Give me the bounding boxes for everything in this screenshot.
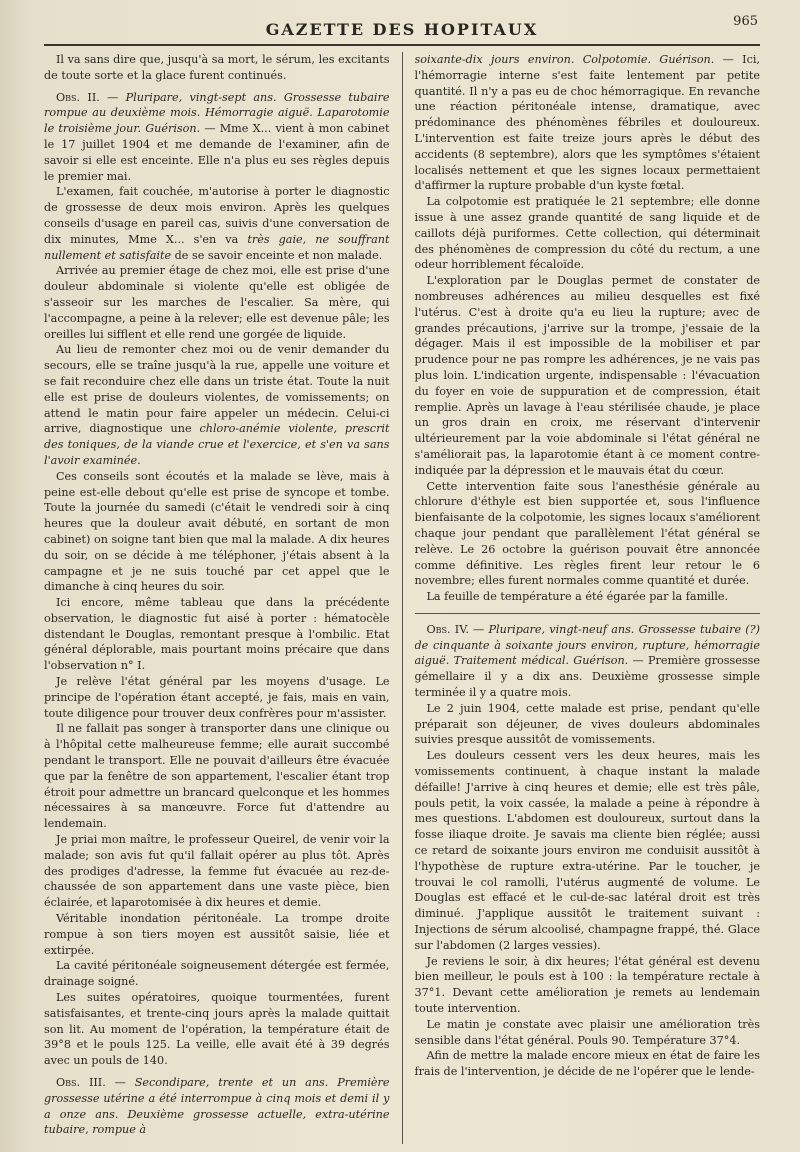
right-column [415, 52, 761, 1144]
paragraph: Véritable inondation péritonéale. La trompe droite rompue à son tiers moyen est aussitôt saisie, liée et extirpée. [44, 912, 390, 957]
paragraph: Ces conseils sont écoutés et la malade se lève, mais à peine est-elle debout qu'elle est prise de syncope et tombe. Toute la journée du samedi (c'était le vendredi soir à cinq heures que la douleur avait débuté, en sortant de mon cabinet) on soigne tant bien que mal la malade. A dix heures du soir, on se décide à me téléphoner, j'étais absent à la campagne et je ne suis touché par cet appel que le dimanche à cinq heures du soir. [44, 469, 390, 594]
section-separator [415, 613, 761, 614]
page-header [44, 14, 760, 44]
observation-4-heading: Obs. IV. — Pluripare, vingt-neuf ans. Grossesse tubaire (?) de cinquante à soixante jours environ, rupture, hémorragie aiguë. Traitement médical. Guérison. — Première grossesse gémellaire il y a dix ans. Deuxième grossesse simple terminée il y a quatre mois. [414, 622, 760, 700]
left-column [44, 52, 390, 1144]
paragraph: La feuille de température a été égarée par la famille. [426, 590, 729, 604]
paragraph: Au lieu de remonter chez moi ou de venir demander du secours, elle se traîne jusqu'à la rue, appelle une voiture et se fait reconduire chez elle dans un triste état. Toute la nuit elle est prise de douleurs violentes, de vomissements; on attend le matin pour faire appeler un médecin. Celui-ci arrive, diagnostique une chloro-anémie violente, prescrit des toniques, de la viande crue et l'exercice, et s'en va sans l'avoir examinée. [44, 343, 390, 467]
paragraph: Le matin je constate avec plaisir une amélioration très sensible dans l'état général. Pouls 90. Température 37°4. [414, 1017, 760, 1047]
page-number: 965 [733, 14, 758, 29]
header-rule [44, 44, 760, 46]
column-rule [402, 52, 403, 1144]
paragraph: Afin de mettre la malade encore mieux en état de faire les frais de l'intervention, je décide de ne l'opérer que le lende- [414, 1049, 760, 1079]
journal-title: GAZETTE DES HOPITAUX [265, 20, 539, 39]
paragraph: La colpotomie est pratiquée le 21 septembre; elle donne issue à une assez grande quantité de sang liquide et de caillots déjà puriformes. Cette collection, qui déterminait des phénomènes de compression du côté du rectum, a une odeur horriblement fécaloïde. [414, 195, 760, 272]
observation-3-continued: soixante-dix jours environ. Colpotomie. Guérison. — Ici, l'hémorragie interne s'est faite lentement par petite quantité. Il n'y a pas eu de choc hémorragique. En revanche une réaction péritonéale intense, dramatique, avec prédominance des phénomènes fébriles et douloureux. L'intervention est faite treize jours après le début des accidents (8 septembre), alors que les symptômes s'étaient localisés nettement et que les signes locaux permettaient d'affirmer la rupture probable d'un kyste fœtal. [414, 53, 760, 193]
paragraph: L'examen, fait couchée, m'autorise à porter le diagnostic de grossesse de deux mois environ. Après les quelques conseils d'usage en pareil cas, suivis d'une conversation de dix minutes, Mme X... s'en va très gaie, ne souffrant nullement et satisfaite de se savoir enceinte et non malade. [44, 185, 390, 262]
paragraph: La cavité péritonéale soigneusement détergée est fermée, drainage soigné. [44, 959, 390, 989]
paragraph: Il ne fallait pas songer à transporter dans une clinique ou à l'hôpital cette malheureuse femme; elle aurait succombé pendant le transport. Elle ne pouvait d'ailleurs être évacuée que par la fenêtre de son appartement, l'escalier étant trop étroit pour admettre un brancard quelconque et les hommes nécessaires à sa manœuvre. Force fut d'attendre au lendemain. [44, 722, 390, 831]
paragraph: Le 2 juin 1904, cette malade est prise, pendant qu'elle préparait son déjeuner, de vives douleurs abdominales suivies presque aussitôt de vomissements. [414, 701, 760, 747]
paragraph: Il va sans dire que, jusqu'à sa mort, le sérum, les excitants de toute sorte et la glace furent continués. [44, 53, 390, 82]
paragraph: Cette intervention faite sous l'anesthésie générale au chlorure d'éthyle est bien supportée et, sous l'influence bienfaisante de la colpotomie, les signes locaux s'améliorent chaque jour pendant que parallèlement l'état général se relève. Le 26 octobre la guérison pouvait être annoncée comme définitive. Les règles firent leur retour le 6 novembre; elles furent normales comme quantité et durée. [414, 479, 760, 588]
paragraph: Les douleurs cessent vers les deux heures, mais les vomissements continuent, à chaque instant la malade défaille! J'arrive à cinq heures et demie; elle est très pâle, pouls petit, la voix cassée, la malade a peine à répondre à mes questions. L'abdomen est douloureux, surtout dans la fosse iliaque droite. Je savais ma cliente bien réglée; aussi ce retard de soixante jours environ me conduisit aussitôt à l'hypothèse de rupture extra-utérine. Par le toucher, je trouvai le col ramolli, l'utérus augmenté de volume. Le Douglas est effacé et le cul-de-sac latéral droit est très diminué. J'applique aussitôt le traitement suivant : Injections de sérum alcoolisé, champagne frappé, thé. Glace sur l'abdomen (2 larges vessies). [414, 749, 760, 952]
paragraph: Ici encore, même tableau que dans la précédente observation, le diagnostic fut aisé à porter : hématocèle distendant le Douglas, remontant presque à l'ombilic. Etat général déplorable, mais pourtant moins précaire que dans l'observation n° I. [44, 596, 390, 673]
paragraph: Arrivée au premier étage de chez moi, elle est prise d'une douleur abdominale si violente qu'elle est obligée de s'asseoir sur les marches de l'escalier. Sa mère, qui l'accompagne, a peine à la relever; elle est devenue pâle; les oreilles lui sifflent et elle rend une gorgée de liquide. [44, 264, 390, 341]
observation-3-heading: Obs. III. — Secondipare, trente et un ans. Première grossesse utérine a été interrompue à cinq mois et demi il y a onze ans. Deuxième grossesse actuelle, extra-utérine tubaire, rompue à [44, 1076, 390, 1137]
paragraph: Je priai mon maître, le professeur Queirel, de venir voir la malade; son avis fut qu'il fallait opérer au plus tôt. Après des prodiges d'adresse, la femme fut évacuée au rez-de-chaussée de son appartement dans une vaste pièce, bien éclairée, et laparotomisée à dix heures et demie. [44, 833, 390, 910]
paragraph: Je relève l'état général par les moyens d'usage. Le principe de l'opération étant accepté, je fais, mais en vain, toute diligence pour trouver deux confrères pour m'assister. [44, 675, 390, 720]
paragraph: L'exploration par le Douglas permet de constater de nombreuses adhérences au milieu desquelles est fixé l'utérus. C'est à droite qu'a eu lieu la rupture; avec de grandes précautions, j'arrive sur la trompe, j'essaie de la dégager. Mais il est impossible de la mobiliser et par prudence pour ne pas rompre les adhérences, je ne vais pas plus loin. L'indication urgente, indispensable : l'évacuation du foyer en voie de suppuration et de compression, était remplie. Après un lavage à l'eau stérilisée chaude, je place un gros drain en croix, me réservant d'intervenir ultérieurement par la voie abdominale si l'état général ne s'améliorait pas, la laparotomie étant à ce moment contre-indiquée par la dépression et le mauvais état du cœur. [414, 274, 760, 477]
observation-2-heading: Obs. II. — Pluripare, vingt-sept ans. Grossesse tubaire rompue au deuxième mois. Hémorragie aiguë. Laparotomie le troisième jour. Guérison. — Mme X... vient à mon cabinet le 17 juillet 1904 et me demande de l'examiner, afin de savoir si elle est enceinte. Elle n'a plus eu ses règles depuis le premier mai. [44, 90, 390, 183]
text-columns [44, 52, 760, 1144]
paragraph: Je reviens le soir, à dix heures; l'état général est devenu bien meilleur, le pouls est à 100 : la température rectale à 37°1. Devant cette amélioration je remets au lendemain toute intervention. [414, 954, 760, 1016]
paragraph: Les suites opératoires, quoique tourmentées, furent satisfaisantes, et trente-cinq jours après la malade quittait son lit. Au moment de l'opération, la température était de 39°8 et le pouls 125. La veille, elle avait été à 39 degrés avec un pouls de 140. [44, 991, 390, 1068]
